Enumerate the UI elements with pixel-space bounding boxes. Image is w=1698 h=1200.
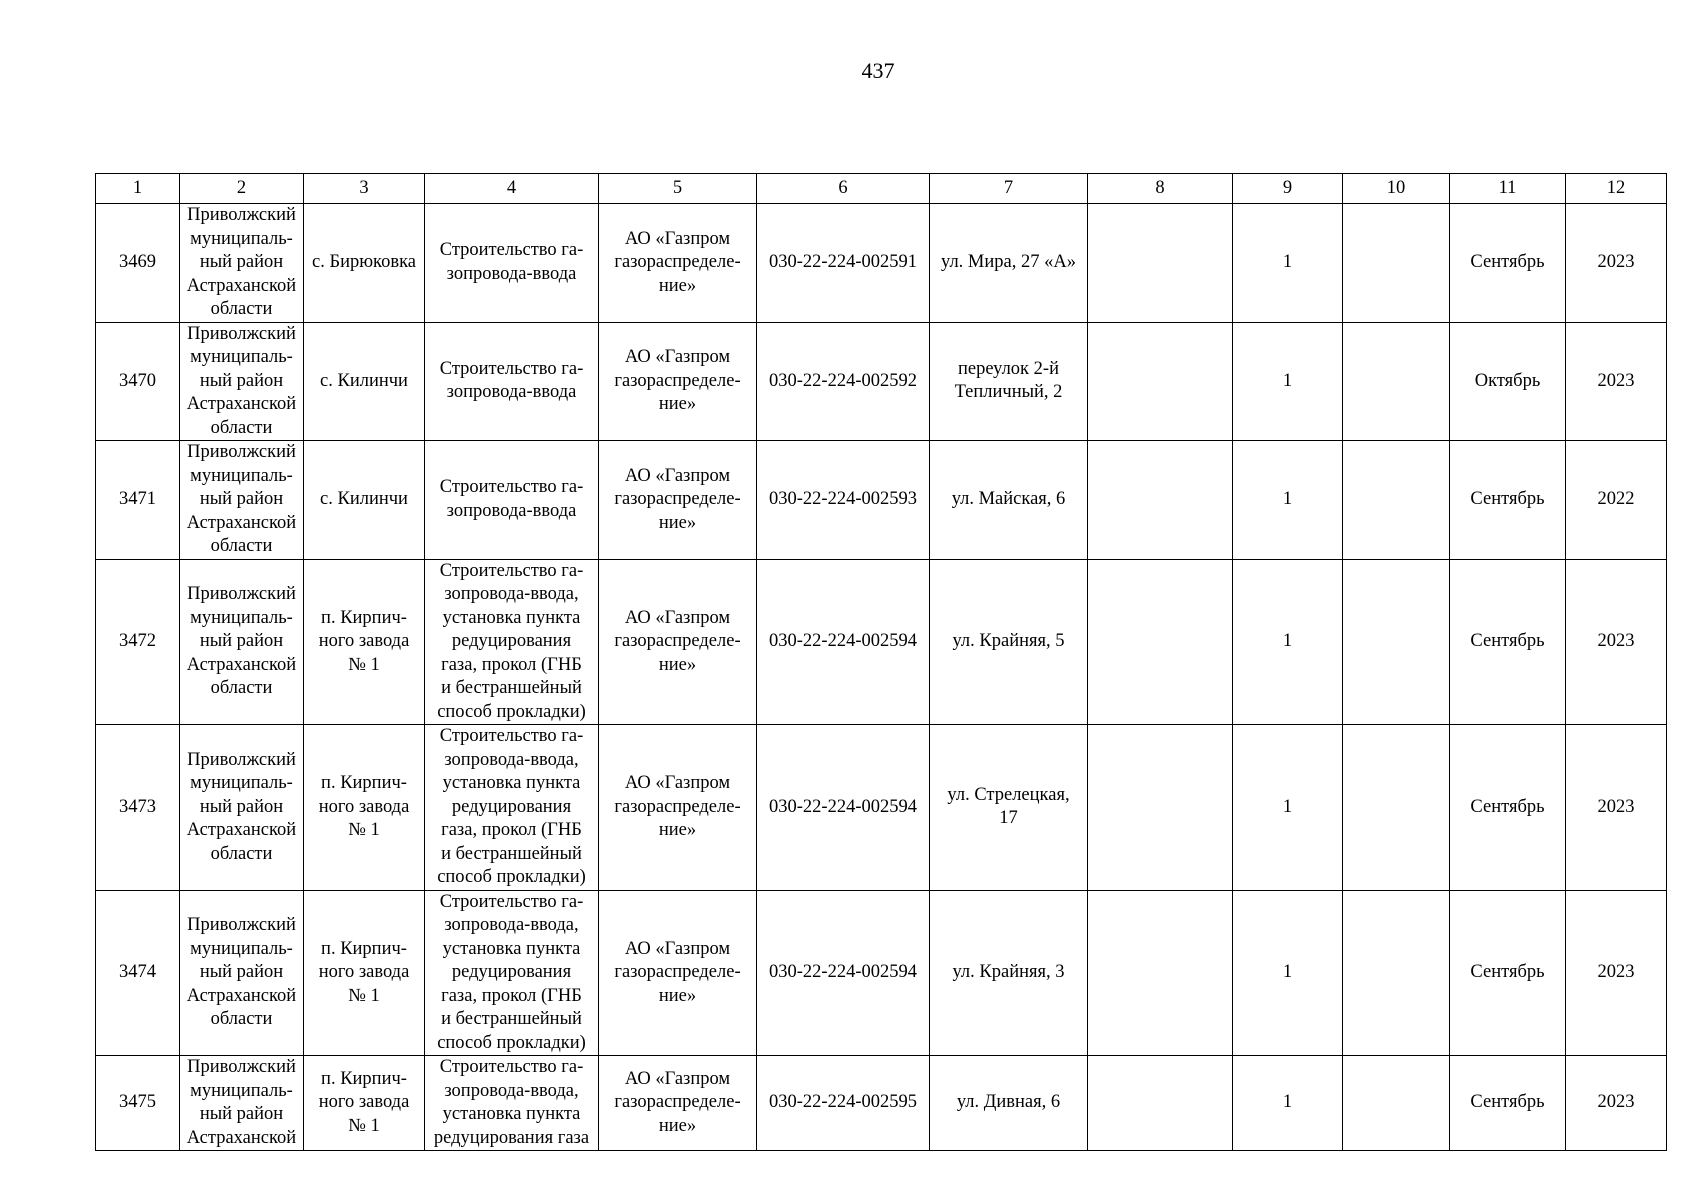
cell-line: Приволжский — [187, 915, 296, 935]
column-header-4: 4 — [425, 174, 599, 204]
cell-line: ние» — [658, 820, 697, 840]
cell-line: АО «Газпром — [624, 773, 731, 793]
cell-year: 2023 — [1566, 1056, 1667, 1151]
cell-line: газораспределе- — [614, 1092, 741, 1113]
cell-month: Сентябрь — [1450, 725, 1566, 891]
cell-locality — [304, 322, 425, 441]
cell-col-10 — [1343, 1056, 1450, 1151]
cell-line: ул. Дивная, 6 — [956, 1092, 1061, 1113]
column-header-1: 1 — [96, 174, 180, 204]
cell-address — [930, 559, 1088, 725]
cell-number: 3469 — [96, 204, 180, 323]
cell-locality — [304, 890, 425, 1056]
cell-district — [180, 725, 304, 891]
cell-line: Строительство га- — [439, 891, 584, 912]
cell-line: муниципаль- — [190, 938, 293, 959]
cell-line: газораспределе- — [614, 962, 741, 982]
cell-line: муниципаль- — [190, 607, 293, 628]
cell-line: области — [210, 536, 273, 556]
cell-company — [599, 725, 757, 891]
cell-line: Приволжский — [187, 205, 296, 225]
cell-col-10 — [1343, 322, 1450, 441]
cell-line: области — [210, 1009, 273, 1029]
cell-line: ние» — [658, 512, 697, 533]
cell-line: зопровода-ввода — [446, 382, 577, 403]
cell-object-code: 030-22-224-002594 — [757, 725, 930, 891]
cell-line: области — [210, 843, 273, 864]
cell-object-code: 030-22-224-002595 — [757, 1056, 930, 1151]
cell-address — [930, 204, 1088, 323]
cell-line: газораспределе- — [614, 252, 741, 272]
cell-line: ного завода — [318, 631, 410, 651]
cell-address — [930, 890, 1088, 1056]
cell-line: Строительство га- — [439, 560, 584, 581]
register-table — [95, 173, 1667, 1151]
cell-line: ние» — [658, 1115, 697, 1136]
cell-line: ный район — [199, 370, 284, 391]
cell-address — [930, 725, 1088, 891]
table-row — [96, 441, 1667, 560]
cell-line: зопровода-ввода, — [444, 915, 579, 935]
column-header-8: 8 — [1088, 174, 1233, 204]
cell-month: Октябрь — [1450, 322, 1566, 441]
cell-line: п. Кирпич- — [321, 1068, 407, 1089]
table-row — [96, 204, 1667, 323]
column-header-11: 11 — [1450, 174, 1566, 204]
cell-line: способ прокладки) — [437, 701, 586, 722]
cell-line: установка пункта — [442, 1104, 581, 1124]
cell-line: установка пункта — [442, 773, 581, 793]
cell-line: газа, прокол (ГНБ — [441, 820, 582, 840]
cell-line: с. Килинчи — [320, 489, 408, 509]
cell-address — [930, 322, 1088, 441]
cell-col-10 — [1343, 441, 1450, 560]
cell-line: Приволжский — [187, 442, 296, 462]
column-header-9: 9 — [1233, 174, 1343, 204]
cell-year: 2023 — [1566, 559, 1667, 725]
cell-line: ние» — [658, 985, 697, 1006]
cell-col-10 — [1343, 559, 1450, 725]
cell-line: зопровода-ввода — [446, 500, 577, 521]
cell-line: области — [210, 299, 273, 319]
cell-line: п. Кирпич- — [321, 607, 407, 628]
cell-address — [930, 1056, 1088, 1151]
cell-col-10 — [1343, 725, 1450, 891]
cell-line: Приволжский — [187, 749, 296, 770]
cell-year: 2023 — [1566, 204, 1667, 323]
cell-line: ул. Майская, 6 — [951, 489, 1066, 509]
cell-line: п. Кирпич- — [321, 773, 407, 793]
cell-line: Астраханской — [186, 985, 297, 1006]
cell-line: газораспределе- — [614, 631, 741, 651]
cell-line: АО «Газпром — [624, 1068, 731, 1089]
cell-line: газораспределе- — [614, 370, 741, 391]
cell-work-type — [425, 725, 599, 891]
cell-district — [180, 322, 304, 441]
cell-month: Сентябрь — [1450, 1056, 1566, 1151]
cell-quantity: 1 — [1233, 322, 1343, 441]
cell-number: 3472 — [96, 559, 180, 725]
cell-object-code: 030-22-224-002594 — [757, 559, 930, 725]
cell-district — [180, 559, 304, 725]
cell-locality — [304, 1056, 425, 1151]
cell-line: зопровода-ввода, — [444, 1080, 579, 1101]
cell-col-10 — [1343, 204, 1450, 323]
cell-work-type — [425, 441, 599, 560]
cell-line: ние» — [658, 275, 697, 296]
cell-line: ние» — [658, 394, 697, 414]
cell-line: Приволжский — [187, 323, 296, 344]
cell-line: № 1 — [348, 820, 380, 840]
cell-line: 17 — [999, 808, 1018, 829]
cell-locality — [304, 725, 425, 891]
cell-locality — [304, 559, 425, 725]
cell-number: 3470 — [96, 322, 180, 441]
cell-line: области — [210, 678, 273, 698]
cell-col-8 — [1088, 890, 1233, 1056]
cell-month: Сентябрь — [1450, 204, 1566, 323]
cell-line: ный район — [199, 489, 284, 509]
cell-line: Астраханской — [186, 394, 297, 414]
cell-quantity: 1 — [1233, 890, 1343, 1056]
cell-line: Строительство га- — [439, 1057, 584, 1077]
cell-object-code: 030-22-224-002593 — [757, 441, 930, 560]
column-header-10: 10 — [1343, 174, 1450, 204]
cell-line: установка пункта — [442, 607, 581, 628]
cell-line: муниципаль- — [190, 347, 293, 367]
cell-year: 2023 — [1566, 322, 1667, 441]
cell-work-type — [425, 1056, 599, 1151]
cell-line: газораспределе- — [614, 796, 741, 817]
cell-line: ный район — [199, 962, 284, 982]
cell-line: и бестраншейный — [441, 843, 582, 864]
cell-district — [180, 1056, 304, 1151]
cell-col-10 — [1343, 890, 1450, 1056]
cell-number: 3474 — [96, 890, 180, 1056]
cell-line: № 1 — [348, 985, 380, 1006]
cell-month: Сентябрь — [1450, 559, 1566, 725]
column-header-2: 2 — [180, 174, 304, 204]
page-number: 437 — [861, 58, 895, 83]
cell-line: и бестраншейный — [441, 678, 582, 698]
cell-line: ул. Крайняя, 5 — [952, 631, 1065, 651]
cell-col-8 — [1088, 1056, 1233, 1151]
column-header-6: 6 — [757, 174, 930, 204]
cell-line: газа, прокол (ГНБ — [441, 654, 582, 675]
cell-line: зопровода-ввода — [446, 263, 577, 284]
cell-locality — [304, 441, 425, 560]
cell-line: с. Килинчи — [320, 370, 408, 391]
table-row — [96, 725, 1667, 891]
cell-line: редуцирования — [451, 962, 572, 982]
cell-line: ный район — [199, 796, 284, 817]
cell-locality — [304, 204, 425, 323]
cell-line: № 1 — [348, 654, 380, 675]
cell-company — [599, 559, 757, 725]
cell-col-8 — [1088, 204, 1233, 323]
cell-line: ный район — [199, 631, 284, 651]
cell-line: п. Кирпич- — [321, 938, 407, 959]
cell-line: редуцирования газа — [433, 1127, 590, 1148]
cell-line: и бестраншейный — [441, 1009, 582, 1029]
cell-quantity: 1 — [1233, 1056, 1343, 1151]
cell-col-8 — [1088, 441, 1233, 560]
cell-line: АО «Газпром — [624, 228, 731, 249]
cell-work-type — [425, 322, 599, 441]
cell-line: ного завода — [318, 1092, 410, 1113]
cell-line: газа, прокол (ГНБ — [441, 985, 582, 1006]
cell-company — [599, 204, 757, 323]
cell-company — [599, 441, 757, 560]
cell-line: муниципаль- — [190, 773, 293, 793]
cell-line: Строительство га- — [439, 726, 584, 746]
cell-district — [180, 890, 304, 1056]
cell-month: Сентябрь — [1450, 890, 1566, 1056]
cell-line: муниципаль- — [190, 465, 293, 486]
cell-year: 2022 — [1566, 441, 1667, 560]
cell-line: газораспределе- — [614, 489, 741, 509]
table-row — [96, 322, 1667, 441]
table-row — [96, 890, 1667, 1056]
column-header-7: 7 — [930, 174, 1088, 204]
cell-line: ул. Крайняя, 3 — [952, 962, 1065, 982]
cell-work-type — [425, 204, 599, 323]
cell-quantity: 1 — [1233, 204, 1343, 323]
cell-line: муниципаль- — [190, 228, 293, 249]
cell-line: АО «Газпром — [624, 347, 731, 367]
cell-line: способ прокладки) — [437, 1032, 586, 1053]
cell-line: АО «Газпром — [624, 465, 731, 486]
cell-object-code: 030-22-224-002592 — [757, 322, 930, 441]
cell-line: ный район — [199, 1104, 284, 1124]
cell-line: Приволжский — [187, 1057, 296, 1077]
cell-line: зопровода-ввода, — [444, 749, 579, 770]
cell-line: ние» — [658, 654, 697, 675]
cell-quantity: 1 — [1233, 559, 1343, 725]
table-row — [96, 559, 1667, 725]
cell-line: Астраханской — [186, 275, 297, 296]
cell-line: Астраханской — [186, 820, 297, 840]
cell-line: АО «Газпром — [624, 938, 731, 959]
cell-company — [599, 322, 757, 441]
cell-line: Строительство га- — [439, 477, 584, 498]
cell-line: Строительство га- — [439, 358, 584, 379]
cell-line: зопровода-ввода, — [444, 584, 579, 604]
cell-district — [180, 441, 304, 560]
cell-line: с. Бирюковка — [311, 252, 416, 272]
cell-col-8 — [1088, 322, 1233, 441]
cell-month: Сентябрь — [1450, 441, 1566, 560]
cell-line: АО «Газпром — [624, 607, 731, 628]
cell-line: Астраханской — [186, 512, 297, 533]
cell-line: способ прокладки) — [437, 867, 586, 887]
cell-quantity: 1 — [1233, 725, 1343, 891]
cell-company — [599, 890, 757, 1056]
cell-object-code: 030-22-224-002594 — [757, 890, 930, 1056]
cell-line: ного завода — [318, 962, 410, 982]
cell-line: Астраханской — [186, 654, 297, 675]
cell-work-type — [425, 559, 599, 725]
cell-line: муниципаль- — [190, 1080, 293, 1101]
column-header-12: 12 — [1566, 174, 1667, 204]
cell-line: Астраханской — [186, 1127, 297, 1148]
cell-col-8 — [1088, 559, 1233, 725]
cell-line: редуцирования — [451, 796, 572, 817]
cell-address — [930, 441, 1088, 560]
cell-company — [599, 1056, 757, 1151]
cell-number: 3475 — [96, 1056, 180, 1151]
header-row — [96, 174, 1667, 204]
cell-district — [180, 204, 304, 323]
cell-line: ул. Стрелецкая, — [947, 784, 1070, 805]
cell-year: 2023 — [1566, 725, 1667, 891]
cell-line: № 1 — [348, 1115, 380, 1136]
cell-line: редуцирования — [451, 631, 572, 651]
cell-year: 2023 — [1566, 890, 1667, 1056]
table-row — [96, 1056, 1667, 1151]
cell-line: переулок 2-й — [958, 358, 1059, 379]
cell-line: Строительство га- — [439, 240, 584, 261]
cell-line: области — [210, 417, 273, 438]
column-header-5: 5 — [599, 174, 757, 204]
cell-object-code: 030-22-224-002591 — [757, 204, 930, 323]
cell-line: ный район — [199, 252, 284, 272]
cell-line: Приволжский — [187, 584, 296, 604]
cell-col-8 — [1088, 725, 1233, 891]
column-header-3: 3 — [304, 174, 425, 204]
cell-line: Тепличный, 2 — [954, 382, 1063, 403]
cell-number: 3471 — [96, 441, 180, 560]
cell-quantity: 1 — [1233, 441, 1343, 560]
cell-line: ного завода — [318, 796, 410, 817]
cell-work-type — [425, 890, 599, 1056]
cell-line: установка пункта — [442, 938, 581, 959]
register-table-body — [96, 174, 1667, 1151]
cell-number: 3473 — [96, 725, 180, 891]
cell-line: ул. Мира, 27 «А» — [941, 252, 1076, 272]
